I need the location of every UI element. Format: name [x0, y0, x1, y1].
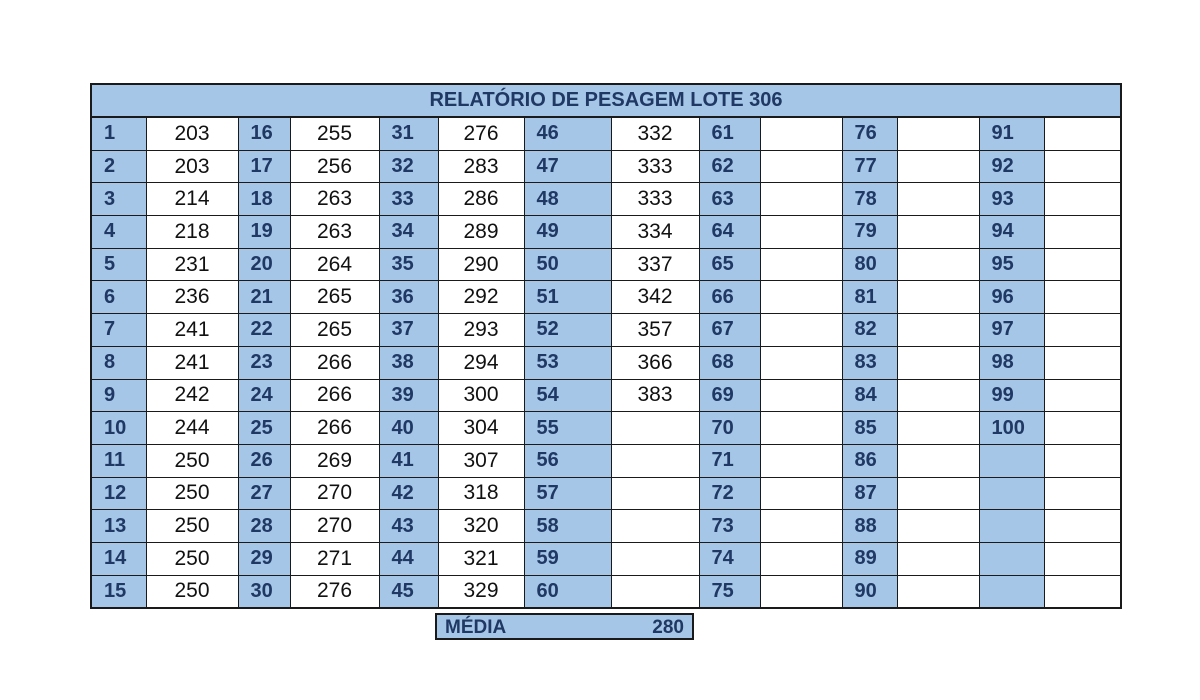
- weight-cell: 307: [438, 444, 524, 477]
- animal-number-cell: 54: [524, 379, 611, 412]
- animal-number-cell: 23: [238, 346, 290, 379]
- weight-cell: [760, 510, 842, 543]
- weight-cell: 342: [611, 281, 699, 314]
- animal-number-cell: 96: [979, 281, 1044, 314]
- weight-cell: 250: [146, 444, 238, 477]
- animal-number-cell: 34: [379, 216, 438, 249]
- animal-number-cell: 45: [379, 575, 438, 608]
- weight-cell: 266: [290, 379, 379, 412]
- weight-cell: 383: [611, 379, 699, 412]
- animal-number-cell: 92: [979, 150, 1044, 183]
- weight-cell: [897, 216, 979, 249]
- animal-number-cell: 16: [238, 117, 290, 150]
- weight-cell: [760, 150, 842, 183]
- weight-cell: 357: [611, 314, 699, 347]
- table-row: [91, 575, 1121, 608]
- animal-number-cell: 10: [91, 412, 146, 445]
- weight-cell: [760, 248, 842, 281]
- animal-number-cell: 33: [379, 183, 438, 216]
- animal-number-cell: 75: [699, 575, 760, 608]
- weight-cell: [897, 117, 979, 150]
- weight-cell: [760, 542, 842, 575]
- animal-number-cell: 49: [524, 216, 611, 249]
- weight-cell: [1044, 248, 1121, 281]
- animal-number-cell: 56: [524, 444, 611, 477]
- animal-number-cell: 41: [379, 444, 438, 477]
- animal-number-cell: 28: [238, 510, 290, 543]
- weight-cell: [1044, 216, 1121, 249]
- weight-cell: 241: [146, 314, 238, 347]
- animal-number-cell: 35: [379, 248, 438, 281]
- animal-number-cell: [979, 510, 1044, 543]
- animal-number-cell: 39: [379, 379, 438, 412]
- animal-number-cell: 73: [699, 510, 760, 543]
- weight-cell: 289: [438, 216, 524, 249]
- table-row: [91, 510, 1121, 543]
- animal-number-cell: 15: [91, 575, 146, 608]
- weight-cell: [1044, 117, 1121, 150]
- animal-number-cell: 27: [238, 477, 290, 510]
- weight-cell: [897, 248, 979, 281]
- animal-number-cell: 25: [238, 412, 290, 445]
- weight-cell: 286: [438, 183, 524, 216]
- weight-cell: 276: [438, 117, 524, 150]
- weight-cell: 242: [146, 379, 238, 412]
- animal-number-cell: 100: [979, 412, 1044, 445]
- weight-cell: [897, 412, 979, 445]
- weight-cell: 263: [290, 183, 379, 216]
- table-row: [91, 248, 1121, 281]
- weight-cell: [611, 575, 699, 608]
- animal-number-cell: 82: [842, 314, 897, 347]
- animal-number-cell: 72: [699, 477, 760, 510]
- weight-cell: 264: [290, 248, 379, 281]
- weight-cell: 304: [438, 412, 524, 445]
- animal-number-cell: 65: [699, 248, 760, 281]
- weight-cell: [897, 379, 979, 412]
- animal-number-cell: 43: [379, 510, 438, 543]
- animal-number-cell: 79: [842, 216, 897, 249]
- weight-cell: 337: [611, 248, 699, 281]
- animal-number-cell: 12: [91, 477, 146, 510]
- animal-number-cell: 32: [379, 150, 438, 183]
- animal-number-cell: 55: [524, 412, 611, 445]
- weight-cell: [1044, 575, 1121, 608]
- animal-number-cell: 80: [842, 248, 897, 281]
- weighing-report-table: [90, 83, 1122, 609]
- weight-cell: 255: [290, 117, 379, 150]
- weight-cell: [1044, 510, 1121, 543]
- weight-cell: [611, 412, 699, 445]
- weight-cell: 333: [611, 183, 699, 216]
- animal-number-cell: 36: [379, 281, 438, 314]
- weight-cell: [611, 477, 699, 510]
- animal-number-cell: 8: [91, 346, 146, 379]
- weight-cell: [1044, 444, 1121, 477]
- animal-number-cell: 76: [842, 117, 897, 150]
- animal-number-cell: 50: [524, 248, 611, 281]
- animal-number-cell: [979, 575, 1044, 608]
- average-value: 280: [652, 617, 684, 638]
- weight-cell: 300: [438, 379, 524, 412]
- weight-cell: [611, 444, 699, 477]
- animal-number-cell: [979, 444, 1044, 477]
- weight-cell: [760, 117, 842, 150]
- weight-cell: [1044, 346, 1121, 379]
- animal-number-cell: 78: [842, 183, 897, 216]
- animal-number-cell: 59: [524, 542, 611, 575]
- weight-cell: [611, 542, 699, 575]
- weight-cell: [760, 314, 842, 347]
- weight-cell: [897, 444, 979, 477]
- animal-number-cell: 90: [842, 575, 897, 608]
- weight-cell: [760, 281, 842, 314]
- animal-number-cell: [979, 477, 1044, 510]
- weight-cell: [897, 510, 979, 543]
- animal-number-cell: 81: [842, 281, 897, 314]
- animal-number-cell: 30: [238, 575, 290, 608]
- animal-number-cell: 14: [91, 542, 146, 575]
- animal-number-cell: 64: [699, 216, 760, 249]
- weight-cell: [897, 281, 979, 314]
- report-title: RELATÓRIO DE PESAGEM LOTE 306: [91, 84, 1121, 117]
- animal-number-cell: 29: [238, 542, 290, 575]
- weight-cell: 265: [290, 314, 379, 347]
- table-row: [91, 216, 1121, 249]
- animal-number-cell: 13: [91, 510, 146, 543]
- weight-cell: 250: [146, 477, 238, 510]
- weight-cell: 270: [290, 510, 379, 543]
- animal-number-cell: 60: [524, 575, 611, 608]
- animal-number-cell: 67: [699, 314, 760, 347]
- animal-number-cell: 95: [979, 248, 1044, 281]
- weight-cell: 244: [146, 412, 238, 445]
- weight-cell: 203: [146, 117, 238, 150]
- table-row: [91, 281, 1121, 314]
- average-box: [435, 613, 694, 640]
- animal-number-cell: 46: [524, 117, 611, 150]
- weight-cell: [1044, 314, 1121, 347]
- weight-cell: [897, 183, 979, 216]
- animal-number-cell: 57: [524, 477, 611, 510]
- weight-cell: 266: [290, 412, 379, 445]
- weight-cell: [1044, 183, 1121, 216]
- animal-number-cell: 51: [524, 281, 611, 314]
- title-row: [91, 84, 1121, 117]
- weight-cell: 334: [611, 216, 699, 249]
- animal-number-cell: 63: [699, 183, 760, 216]
- weight-cell: 321: [438, 542, 524, 575]
- animal-number-cell: 47: [524, 150, 611, 183]
- animal-number-cell: 22: [238, 314, 290, 347]
- animal-number-cell: 97: [979, 314, 1044, 347]
- weight-cell: [897, 477, 979, 510]
- animal-number-cell: 18: [238, 183, 290, 216]
- animal-number-cell: 93: [979, 183, 1044, 216]
- weight-cell: [760, 346, 842, 379]
- animal-number-cell: 40: [379, 412, 438, 445]
- animal-number-cell: 7: [91, 314, 146, 347]
- animal-number-cell: 83: [842, 346, 897, 379]
- weight-cell: 318: [438, 477, 524, 510]
- weight-cell: 271: [290, 542, 379, 575]
- weight-cell: [760, 575, 842, 608]
- animal-number-cell: 61: [699, 117, 760, 150]
- weight-cell: 218: [146, 216, 238, 249]
- animal-number-cell: 66: [699, 281, 760, 314]
- animal-number-cell: 3: [91, 183, 146, 216]
- table-row: [91, 314, 1121, 347]
- animal-number-cell: 68: [699, 346, 760, 379]
- animal-number-cell: 48: [524, 183, 611, 216]
- weight-cell: [897, 542, 979, 575]
- weight-cell: 256: [290, 150, 379, 183]
- weight-cell: 231: [146, 248, 238, 281]
- animal-number-cell: 37: [379, 314, 438, 347]
- animal-number-cell: 21: [238, 281, 290, 314]
- weight-cell: 236: [146, 281, 238, 314]
- animal-number-cell: 99: [979, 379, 1044, 412]
- weight-cell: 263: [290, 216, 379, 249]
- animal-number-cell: 84: [842, 379, 897, 412]
- weight-cell: 214: [146, 183, 238, 216]
- weight-cell: [760, 477, 842, 510]
- weight-cell: [897, 575, 979, 608]
- table-row: [91, 444, 1121, 477]
- animal-number-cell: 9: [91, 379, 146, 412]
- weight-cell: [760, 444, 842, 477]
- weight-cell: 250: [146, 510, 238, 543]
- weight-cell: [1044, 542, 1121, 575]
- weight-cell: 290: [438, 248, 524, 281]
- animal-number-cell: 77: [842, 150, 897, 183]
- weight-cell: 293: [438, 314, 524, 347]
- weight-cell: 269: [290, 444, 379, 477]
- weight-cell: 283: [438, 150, 524, 183]
- table-row: [91, 117, 1121, 150]
- weight-cell: 270: [290, 477, 379, 510]
- animal-number-cell: 4: [91, 216, 146, 249]
- animal-number-cell: 91: [979, 117, 1044, 150]
- table-row: [91, 477, 1121, 510]
- animal-number-cell: 20: [238, 248, 290, 281]
- weight-cell: [1044, 477, 1121, 510]
- weight-cell: [760, 216, 842, 249]
- weight-cell: 294: [438, 346, 524, 379]
- weight-cell: [611, 510, 699, 543]
- weight-cell: [1044, 412, 1121, 445]
- animal-number-cell: 94: [979, 216, 1044, 249]
- weight-cell: 329: [438, 575, 524, 608]
- animal-number-cell: 89: [842, 542, 897, 575]
- animal-number-cell: 31: [379, 117, 438, 150]
- weight-cell: [1044, 281, 1121, 314]
- animal-number-cell: 71: [699, 444, 760, 477]
- weight-cell: 241: [146, 346, 238, 379]
- animal-number-cell: 62: [699, 150, 760, 183]
- average-label: MÉDIA: [445, 617, 507, 638]
- weight-cell: 203: [146, 150, 238, 183]
- weight-cell: 250: [146, 575, 238, 608]
- weight-cell: [1044, 379, 1121, 412]
- animal-number-cell: 1: [91, 117, 146, 150]
- table-row: [91, 379, 1121, 412]
- weight-cell: 266: [290, 346, 379, 379]
- weight-cell: [897, 346, 979, 379]
- weight-cell: 276: [290, 575, 379, 608]
- animal-number-cell: 38: [379, 346, 438, 379]
- table-row: [91, 412, 1121, 445]
- table-row: [91, 542, 1121, 575]
- animal-number-cell: 74: [699, 542, 760, 575]
- weight-cell: 332: [611, 117, 699, 150]
- animal-number-cell: 24: [238, 379, 290, 412]
- animal-number-cell: 85: [842, 412, 897, 445]
- animal-number-cell: 58: [524, 510, 611, 543]
- animal-number-cell: 11: [91, 444, 146, 477]
- animal-number-cell: 53: [524, 346, 611, 379]
- animal-number-cell: 87: [842, 477, 897, 510]
- weight-cell: [760, 412, 842, 445]
- animal-number-cell: 6: [91, 281, 146, 314]
- animal-number-cell: 69: [699, 379, 760, 412]
- weight-cell: 265: [290, 281, 379, 314]
- table-row: [91, 346, 1121, 379]
- weight-cell: [897, 150, 979, 183]
- weight-cell: [1044, 150, 1121, 183]
- table-row: [91, 183, 1121, 216]
- animal-number-cell: 5: [91, 248, 146, 281]
- weight-cell: 333: [611, 150, 699, 183]
- animal-number-cell: 52: [524, 314, 611, 347]
- weight-cell: [760, 379, 842, 412]
- animal-number-cell: 2: [91, 150, 146, 183]
- table-row: [91, 150, 1121, 183]
- animal-number-cell: 26: [238, 444, 290, 477]
- weight-cell: [897, 314, 979, 347]
- animal-number-cell: 17: [238, 150, 290, 183]
- weight-cell: [760, 183, 842, 216]
- weight-cell: 292: [438, 281, 524, 314]
- animal-number-cell: 42: [379, 477, 438, 510]
- animal-number-cell: 86: [842, 444, 897, 477]
- animal-number-cell: [979, 542, 1044, 575]
- weight-cell: 250: [146, 542, 238, 575]
- animal-number-cell: 44: [379, 542, 438, 575]
- animal-number-cell: 88: [842, 510, 897, 543]
- weight-cell: 320: [438, 510, 524, 543]
- weight-cell: 366: [611, 346, 699, 379]
- animal-number-cell: 19: [238, 216, 290, 249]
- animal-number-cell: 98: [979, 346, 1044, 379]
- animal-number-cell: 70: [699, 412, 760, 445]
